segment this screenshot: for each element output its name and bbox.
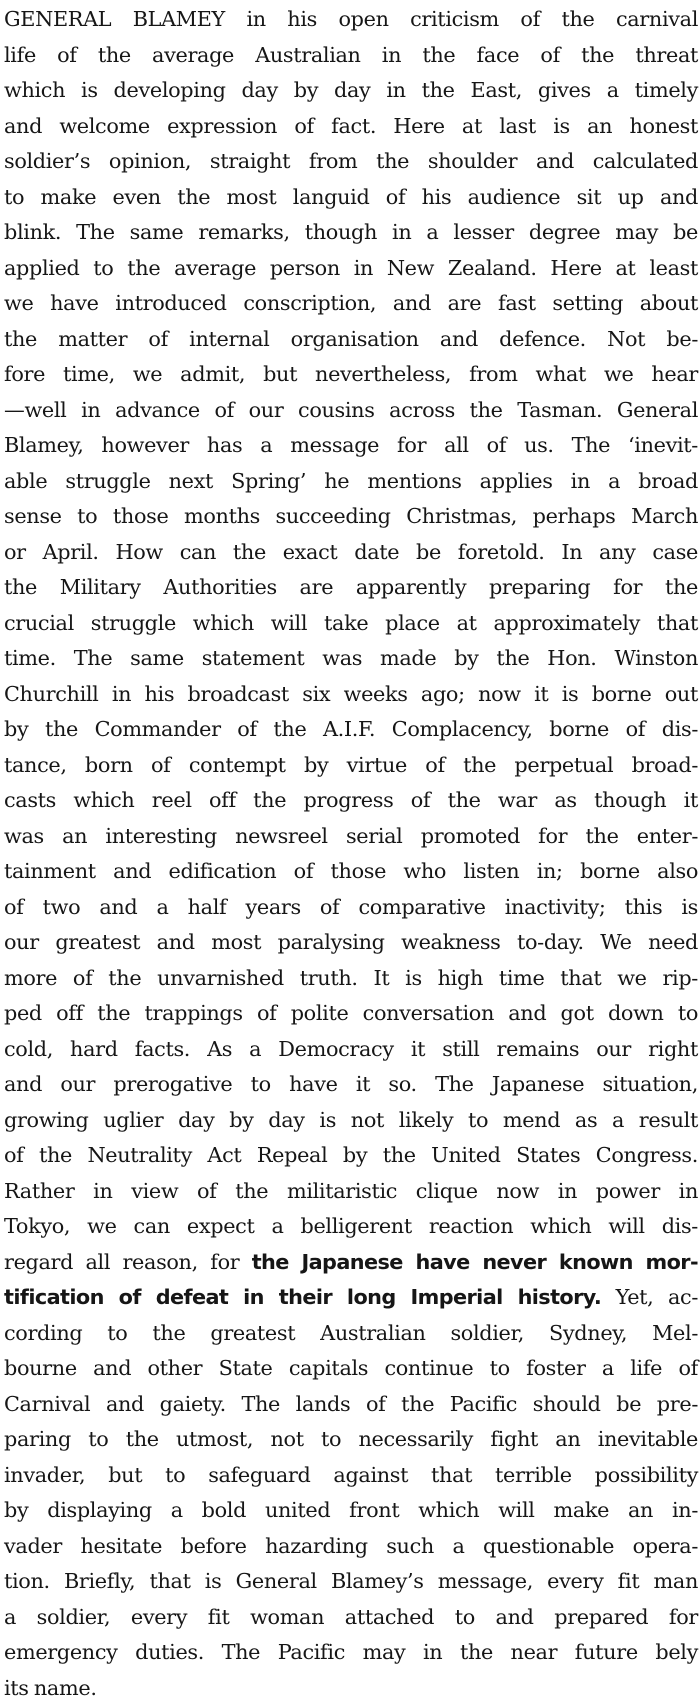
text-line: Churchill in his broadcast six weeks ago; now it is borne out xyxy=(4,677,698,713)
text-line: time. The same statement was made by the Hon. Winston xyxy=(4,641,698,677)
text-line: tance, born of contempt by virtue of the perpetual broad- xyxy=(4,748,698,784)
text-line: Carnival and gaiety. The lands of the Pacific should be pre- xyxy=(4,1387,698,1423)
text-line: by the Commander of the A.I.F. Complacency, borne of dis- xyxy=(4,712,698,748)
text-line: tion. Briefly, that is General Blamey’s message, every fit man xyxy=(4,1564,698,1600)
text-line: able struggle next Spring’ he mentions applies in a broad xyxy=(4,464,698,500)
text-line: invader, but to safeguard against that terrible possibility xyxy=(4,1458,698,1494)
text-line: growing uglier day by day is not likely to mend as a result xyxy=(4,1103,698,1139)
text-line: tification of defeat in their long Imperial history. Yet, ac- xyxy=(4,1280,698,1316)
text-line: Rather in view of the militaristic clique now in power in xyxy=(4,1174,698,1210)
text-line: paring to the utmost, not to necessarily fight an inevitable xyxy=(4,1422,698,1458)
text-line: a soldier, every fit woman attached to and prepared for xyxy=(4,1600,698,1636)
text-line: cording to the greatest Australian soldier, Sydney, Mel- xyxy=(4,1316,698,1352)
text-line: more of the unvarnished truth. It is high time that we rip- xyxy=(4,961,698,997)
text-line: the Military Authorities are apparently preparing for the xyxy=(4,570,698,606)
text-line: casts which reel off the progress of the war as though it xyxy=(4,783,698,819)
text-line: vader hesitate before hazarding such a questionable opera- xyxy=(4,1529,698,1565)
article-column xyxy=(4,2,698,1706)
emphasis-text: the Japanese have never known mor- xyxy=(252,1250,698,1274)
emphasis-text: tification of defeat in their long Imperial history. xyxy=(4,1285,601,1309)
text-line: of the Neutrality Act Repeal by the United States Congress. xyxy=(4,1138,698,1174)
text-line: regard all reason, for the Japanese have never known mor- xyxy=(4,1245,698,1281)
text-line: ped off the trappings of polite conversation and got down to xyxy=(4,996,698,1032)
text-line: our greatest and most paralysing weakness to-day. We need xyxy=(4,925,698,961)
text-line: sense to those months succeeding Christmas, perhaps March xyxy=(4,499,698,535)
text-line: emergency duties. The Pacific may in the near future bely xyxy=(4,1635,698,1671)
text-line: the matter of internal organisation and defence. Not be- xyxy=(4,322,698,358)
text-line: its name. xyxy=(4,1671,698,1706)
text-line: by displaying a bold united front which will make an in- xyxy=(4,1493,698,1529)
text-line: Blamey, however has a message for all of us. The ‘inevit- xyxy=(4,428,698,464)
text-line: was an interesting newsreel serial promoted for the enter- xyxy=(4,819,698,855)
text-line: soldier’s opinion, straight from the shoulder and calculated xyxy=(4,144,698,180)
text-line: cold, hard facts. As a Democracy it still remains our right xyxy=(4,1032,698,1068)
text-line: of two and a half years of comparative inactivity; this is xyxy=(4,890,698,926)
text-line: which is developing day by day in the East, gives a timely xyxy=(4,73,698,109)
text-line: fore time, we admit, but nevertheless, from what we hear xyxy=(4,357,698,393)
text-line: we have introduced conscription, and are fast setting about xyxy=(4,286,698,322)
text-line: or April. How can the exact date be foretold. In any case xyxy=(4,535,698,571)
text-line: applied to the average person in New Zealand. Here at least xyxy=(4,251,698,287)
text-line: GENERAL BLAMEY in his open criticism of the carnival xyxy=(4,2,698,38)
text-line: —well in advance of our cousins across the Tasman. General xyxy=(4,393,698,429)
text-line: blink. The same remarks, though in a lesser degree may be xyxy=(4,215,698,251)
text-line: and our prerogative to have it so. The Japanese situation, xyxy=(4,1067,698,1103)
text-line: and welcome expression of fact. Here at last is an honest xyxy=(4,109,698,145)
text-line: crucial struggle which will take place at approximately that xyxy=(4,606,698,642)
text-line: to make even the most languid of his audience sit up and xyxy=(4,180,698,216)
text-line: life of the average Australian in the face of the threat xyxy=(4,38,698,74)
text-line: Tokyo, we can expect a belligerent reaction which will dis- xyxy=(4,1209,698,1245)
text-line: bourne and other State capitals continue to foster a life of xyxy=(4,1351,698,1387)
text-line: tainment and edification of those who listen in; borne also xyxy=(4,854,698,890)
